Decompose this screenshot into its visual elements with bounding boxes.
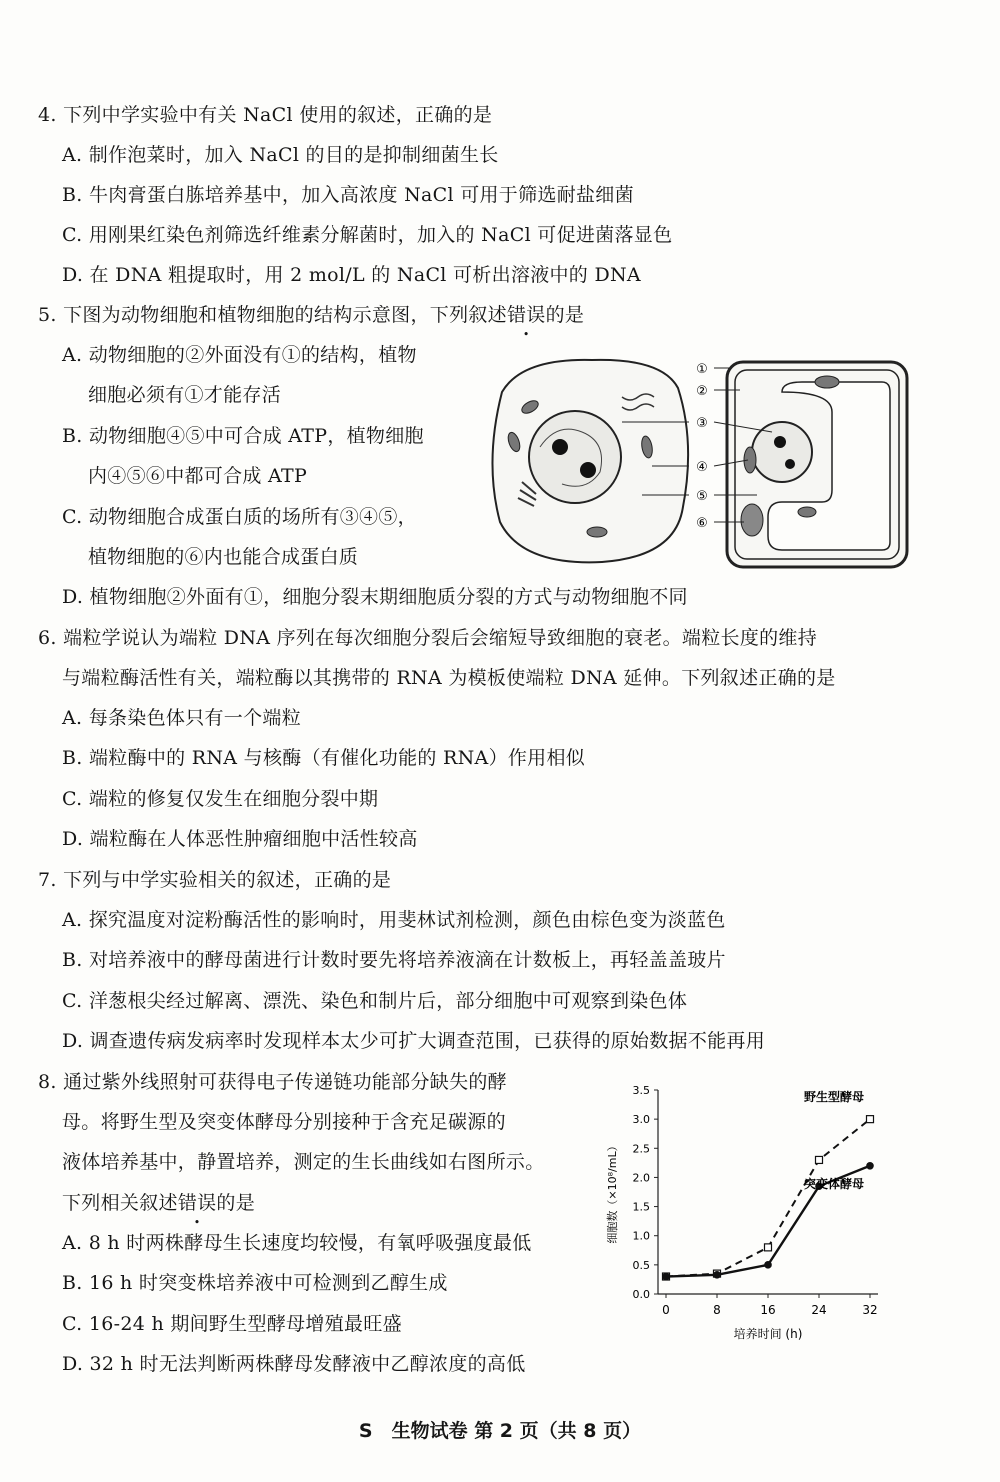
q4-option-b: B. 牛肉膏蛋白胨培养基中，加入高浓度 NaCl 可用于筛选耐盐细菌 <box>62 184 634 206</box>
chart-ytick-label: 1.5 <box>632 1200 650 1214</box>
q6-option-b: B. 端粒酶中的 RNA 与核酶（有催化功能的 RNA）作用相似 <box>62 747 586 769</box>
q8-option-c: C. 16-24 h 期间野生型酵母增殖最旺盛 <box>62 1313 402 1335</box>
q8-stem-line4 <box>62 1190 255 1216</box>
chart-ytick-label: 0.0 <box>632 1288 650 1301</box>
chart-xtick-label: 32 <box>862 1303 878 1317</box>
q5-stem-post: 的是 <box>545 304 585 326</box>
chart-point-mutant <box>662 1273 670 1281</box>
chart-point-mutant <box>713 1271 721 1279</box>
chart-point-wildtype <box>867 1116 874 1123</box>
q6-stem-cont: 与端粒酶活性有关，端粒酶以其携带的 RNA 为模板使端粒 DNA 延伸。下列叙述正确的是 <box>62 667 836 689</box>
q8-stem-post: 的是 <box>216 1192 256 1214</box>
q4-option-a: A. 制作泡菜时，加入 NaCl 的目的是抑制细菌生长 <box>62 144 499 166</box>
q7-option-c: C. 洋葱根尖经过解离、漂洗、染色和制片后，部分细胞中可观察到染色体 <box>62 990 688 1012</box>
q8-option-a: A. 8 h 时两株酵母生长速度均较慢，有氧呼吸强度最低 <box>62 1232 532 1254</box>
chart-point-wildtype <box>765 1244 772 1251</box>
chart-point-wildtype <box>816 1156 823 1163</box>
page-footer: S 生物试卷 第 2 页（共 8 页） <box>358 1420 642 1442</box>
q7-stem: 7. 下列与中学实验相关的叙述，正确的是 <box>38 869 392 891</box>
q7-option-a: A. 探究温度对淀粉酶活性的影响时，用斐林试剂检测，颜色由棕色变为淡蓝色 <box>62 909 726 931</box>
chart-ytick-label: 0.5 <box>632 1258 650 1272</box>
diagram-label-1: ① <box>696 362 708 377</box>
chart-ytick-label: 3.0 <box>632 1113 650 1127</box>
q5-stem <box>38 302 584 328</box>
diagram-label-2: ② <box>696 384 708 399</box>
chart-point-mutant <box>764 1261 772 1269</box>
q5-option-c: C. 动物细胞合成蛋白质的场所有③④⑤， <box>62 506 417 528</box>
q6-option-a: A. 每条染色体只有一个端粒 <box>62 707 302 729</box>
q8-stem-line1: 8. 通过紫外线照射可获得电子传递链功能部分缺失的酵 <box>38 1071 507 1093</box>
chart-xlabel: 培养时间 (h) <box>733 1327 803 1341</box>
diagram-label-6: ⑥ <box>696 516 708 531</box>
diagram-label-4: ④ <box>696 460 708 475</box>
q5-stem-emphasis: 错误 <box>506 304 546 326</box>
chart-ytick-label: 1.0 <box>632 1229 650 1243</box>
chart-ytick-label: 2.5 <box>632 1142 650 1156</box>
q5-option-d: D. 植物细胞②外面有①，细胞分裂末期细胞质分裂的方式与动物细胞不同 <box>62 586 688 608</box>
q5-option-c-cont: 植物细胞的⑥内也能合成蛋白质 <box>88 546 359 568</box>
q7-option-b: B. 对培养液中的酵母菌进行计数时要先将培养液滴在计数板上，再轻盖盖玻片 <box>62 949 726 971</box>
q6-option-c: C. 端粒的修复仅发生在细胞分裂中期 <box>62 788 379 810</box>
chart-series-line <box>666 1119 870 1276</box>
q4-option-d: D. 在 DNA 粗提取时，用 2 mol/L 的 NaCl 可析出溶液中的 DNA <box>62 264 641 286</box>
q5-option-b-cont: 内④⑤⑥中都可合成 ATP <box>88 465 308 487</box>
chart-ylabel: 细胞数（×10⁸/mL） <box>606 1140 619 1244</box>
q8-option-d: D. 32 h 时无法判断两株酵母发酵液中乙醇浓度的高低 <box>62 1353 526 1375</box>
q5-option-b: B. 动物细胞④⑤中可合成 ATP，植物细胞 <box>62 425 424 447</box>
q7-option-d: D. 调查遗传病发病率时发现样本太少可扩大调查范围，已获得的原始数据不能再用 <box>62 1030 766 1052</box>
chart-ytick-label: 3.5 <box>632 1084 650 1097</box>
q4-stem: 4. 下列中学实验中有关 NaCl 使用的叙述，正确的是 <box>38 104 493 126</box>
q8-option-b: B. 16 h 时突变株培养液中可检测到乙醇生成 <box>62 1272 448 1294</box>
growth-curve-chart <box>600 1072 900 1352</box>
chart-series-label: 野生型酵母 <box>803 1090 864 1105</box>
q6-option-d: D. 端粒酶在人体恶性肿瘤细胞中活性较高 <box>62 828 418 850</box>
cell-structure-diagram <box>482 352 912 574</box>
chart-xtick-label: 0 <box>662 1303 670 1317</box>
chart-series-label: 突变体酵母 <box>803 1176 864 1191</box>
q8-stem-pre: 下列相关叙述 <box>62 1192 178 1214</box>
chart-ytick-label: 2.0 <box>632 1171 650 1185</box>
q5-stem-pre: 5. 下图为动物细胞和植物细胞的结构示意图，下列叙述 <box>38 304 507 326</box>
q8-stem-emphasis: 错误 <box>177 1192 217 1214</box>
q6-stem: 6. 端粒学说认为端粒 DNA 序列在每次细胞分裂后会缩短导致细胞的衰老。端粒长度的维持 <box>38 627 818 649</box>
chart-xtick-label: 24 <box>811 1303 827 1317</box>
q5-option-a-cont: 细胞必须有①才能存活 <box>88 384 282 406</box>
diagram-label-5: ⑤ <box>696 489 708 504</box>
diagram-label-3: ③ <box>696 416 708 431</box>
chart-point-mutant <box>866 1162 874 1170</box>
q8-stem-line2: 母。将野生型及突变体酵母分别接种于含充足碳源的 <box>62 1111 506 1133</box>
q5-option-a: A. 动物细胞的②外面没有①的结构，植物 <box>62 344 417 366</box>
q8-stem-line3: 液体培养基中，静置培养，测定的生长曲线如右图所示。 <box>62 1151 545 1173</box>
chart-xtick-label: 16 <box>760 1303 776 1317</box>
chart-xtick-label: 8 <box>713 1303 721 1317</box>
q4-option-c: C. 用刚果红染色剂筛选纤维素分解菌时，加入的 NaCl 可促进菌落显色 <box>62 224 673 246</box>
